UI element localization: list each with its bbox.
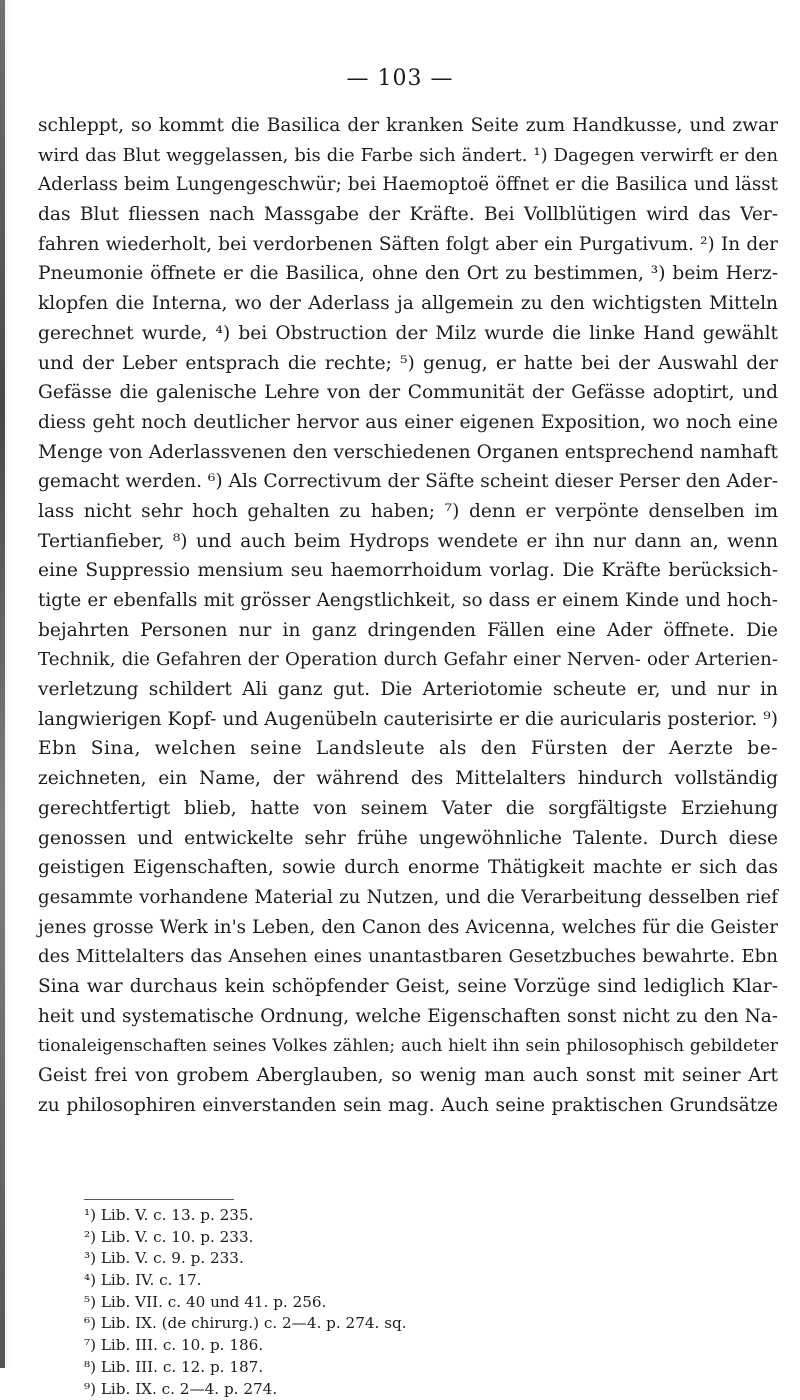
text-line: gesammte vorhandene Material zu Nutzen, und die Verarbeitung desselben rief (38, 883, 778, 913)
text-line: langwierigen Kopf- und Augenübeln cauterisirte er die auricularis posterior. ⁹) (38, 705, 778, 735)
text-line: geistigen Eigenschaften, sowie durch enorme Thätigkeit machte er sich das (38, 853, 778, 883)
footnote: ⁶) Lib. IX. (de chirurg.) c. 2—4. p. 274. sq. (84, 1313, 684, 1335)
text-line: Aderlass beim Lungengeschwür; bei Haemoptoë öffnet er die Basilica und lässt (38, 170, 778, 200)
text-line: zeichneten, ein Name, der während des Mittelalters hindurch vollständig (38, 764, 778, 794)
text-line: und der Leber entsprach die rechte; ⁵) genug, er hatte bei der Auswahl der (38, 349, 778, 379)
text-line: Ebn Sina, welchen seine Landsleute als den Fürsten der Aerzte be- (38, 734, 778, 764)
text-line: klopfen die Interna, wo der Aderlass ja allgemein zu den wichtigsten Mitteln (38, 289, 778, 319)
text-line: bejahrten Personen nur in ganz dringenden Fällen eine Ader öffnete. Die (38, 616, 778, 646)
footnote: ⁸) Lib. III. c. 12. p. 187. (84, 1357, 684, 1379)
book-spine-edge (0, 0, 5, 1368)
text-line: gemacht werden. ⁶) Als Correctivum der Säfte scheint dieser Perser den Ader- (38, 467, 778, 497)
text-line: verletzung schildert Ali ganz gut. Die Arteriotomie scheute er, und nur in (38, 675, 778, 705)
text-line: gerechtfertigt blieb, hatte von seinem Vater die sorgfältigste Erziehung (38, 794, 778, 824)
text-line: jenes grosse Werk in's Leben, den Canon des Avicenna, welches für die Geister (38, 913, 778, 943)
text-line: heit und systematische Ordnung, welche Eigenschaften sonst nicht zu den Na- (38, 1002, 778, 1032)
footnote: ⁷) Lib. III. c. 10. p. 186. (84, 1335, 684, 1357)
footnote: ⁵) Lib. VII. c. 40 und 41. p. 256. (84, 1292, 684, 1314)
footnote: ³) Lib. V. c. 9. p. 233. (84, 1248, 684, 1270)
footnotes (84, 1205, 684, 1400)
footnote: ²) Lib. V. c. 10. p. 233. (84, 1227, 684, 1249)
text-line: tionaleigenschaften seines Volkes zählen; auch hielt ihn sein philosophisch gebildeter (38, 1031, 778, 1061)
text-line: des Mittelalters das Ansehen eines unantastbaren Gesetzbuches bewahrte. Ebn (38, 942, 778, 972)
footnote: ¹) Lib. V. c. 13. p. 235. (84, 1205, 684, 1227)
text-line: das Blut fliessen nach Massgabe der Kräfte. Bei Vollblütigen wird das Ver- (38, 200, 778, 230)
text-line: fahren wiederholt, bei verdorbenen Säften folgt aber ein Purgativum. ²) In der (38, 230, 778, 260)
text-line: genossen und entwickelte sehr frühe ungewöhnliche Talente. Durch diese (38, 824, 778, 854)
text-line: wird das Blut weggelassen, bis die Farbe sich ändert. ¹) Dagegen verwirft er den (38, 141, 778, 171)
text-line: Tertianfieber, ⁸) und auch beim Hydrops wendete er ihn nur dann an, wenn (38, 527, 778, 557)
text-line: lass nicht sehr hoch gehalten zu haben; ⁷) denn er verpönte denselben im (38, 497, 778, 527)
text-line: Technik, die Gefahren der Operation durch Gefahr einer Nerven- oder Arterien- (38, 645, 778, 675)
footnote-divider (84, 1199, 234, 1200)
text-line: Geist frei von grobem Aberglauben, so wenig man auch sonst mit seiner Art (38, 1061, 778, 1091)
body-text (38, 111, 778, 1120)
text-line: schleppt, so kommt die Basilica der kranken Seite zum Handkusse, und zwar (38, 111, 778, 141)
text-line: zu philosophiren einverstanden sein mag. Auch seine praktischen Grundsätze (38, 1091, 778, 1121)
text-line: Sina war durchaus kein schöpfender Geist, seine Vorzüge sind lediglich Klar- (38, 972, 778, 1002)
text-line: Gefässe die galenische Lehre von der Communität der Gefässe adoptirt, und (38, 378, 778, 408)
footnote: ⁹) Lib. IX. c. 2—4. p. 274. (84, 1379, 684, 1400)
text-line: Menge von Aderlassvenen den verschiedenen Organen entsprechend namhaft (38, 438, 778, 468)
text-line: tigte er ebenfalls mit grösser Aengstlichkeit, so dass er einem Kinde und hoch- (38, 586, 778, 616)
text-line: diess geht noch deutlicher hervor aus einer eigenen Exposition, wo noch eine (38, 408, 778, 438)
footnote: ⁴) Lib. IV. c. 17. (84, 1270, 684, 1292)
text-line: eine Suppressio mensium seu haemorrhoidum vorlag. Die Kräfte berücksich- (38, 556, 778, 586)
page-number: — 103 — (0, 66, 800, 91)
text-line: gerechnet wurde, ⁴) bei Obstruction der Milz wurde die linke Hand gewählt (38, 319, 778, 349)
text-line: Pneumonie öffnete er die Basilica, ohne den Ort zu bestimmen, ³) beim Herz- (38, 259, 778, 289)
